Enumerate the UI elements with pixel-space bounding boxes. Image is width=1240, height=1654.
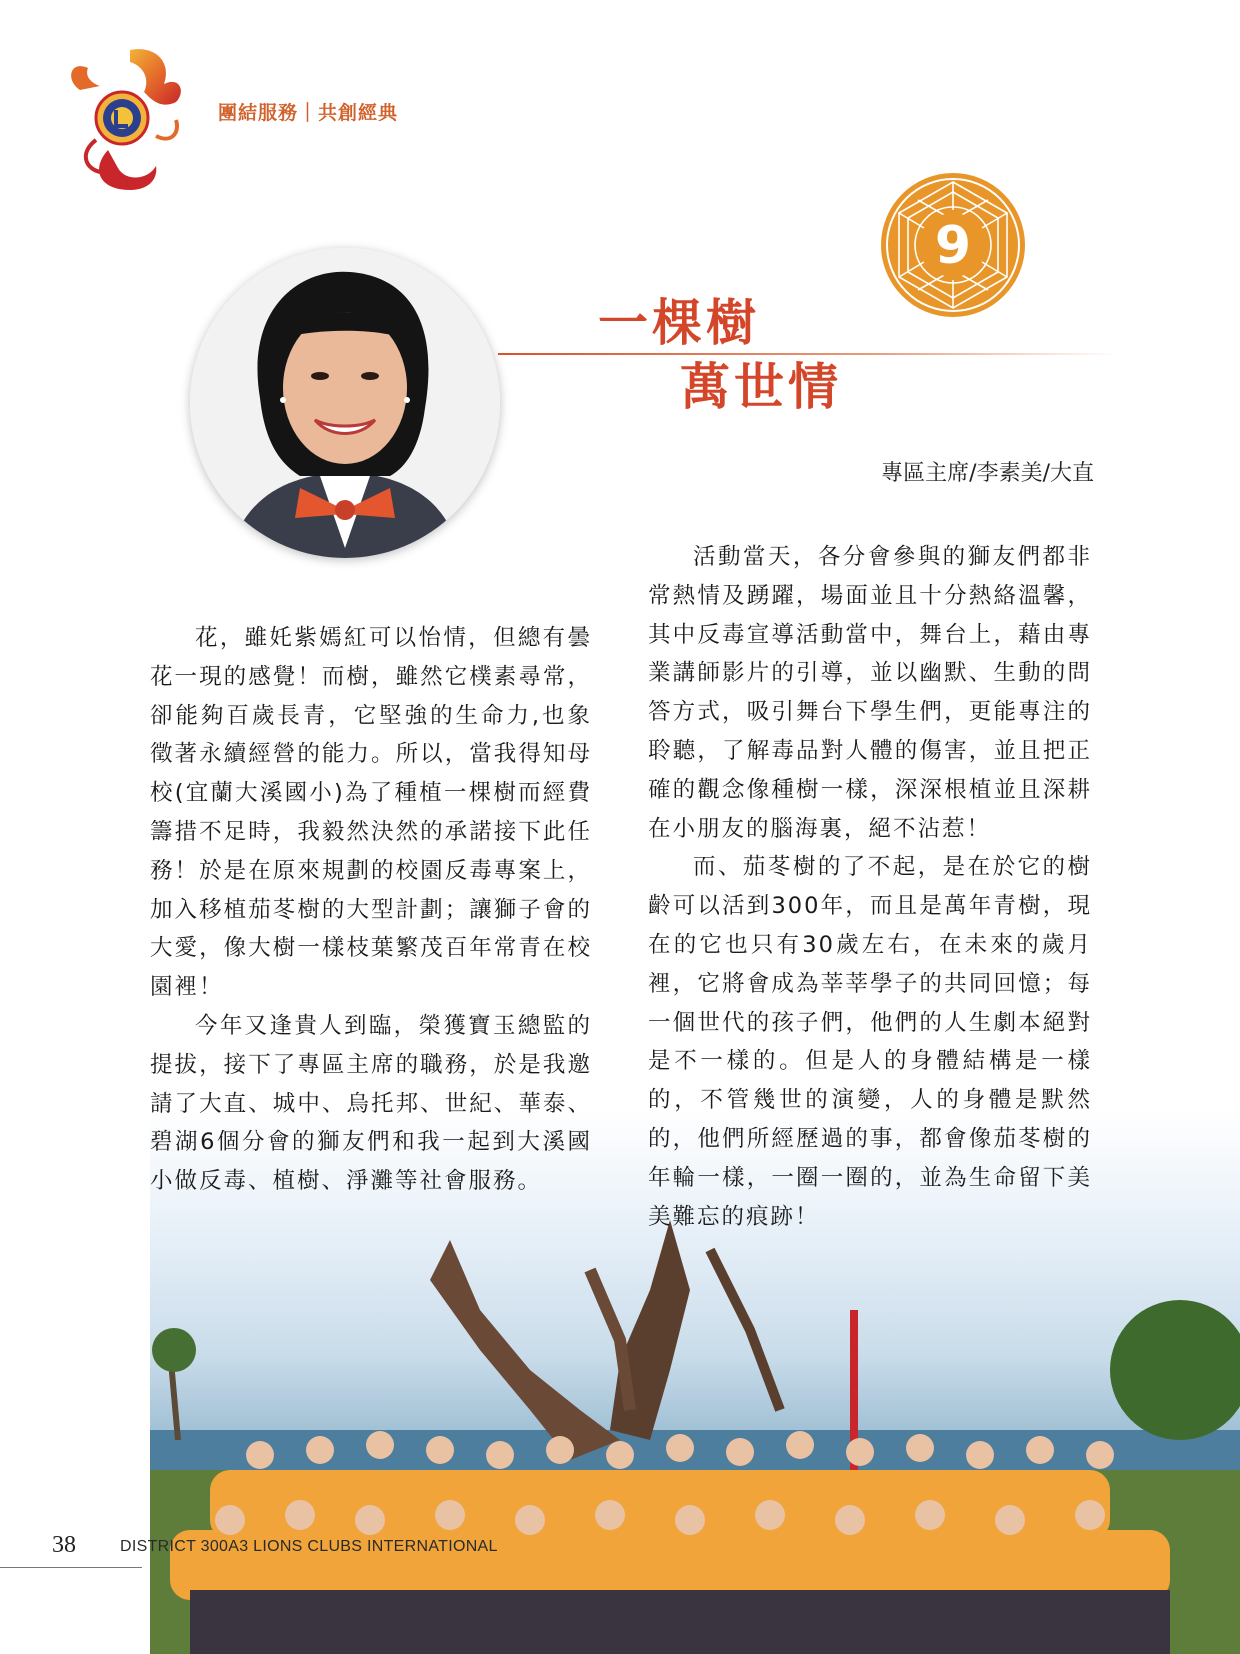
paragraph: 而、茄苳樹的了不起，是在於它的樹齡可以活到300年，而且是萬年青樹，現在的它也只有30歲左右，在未來的歲月裡，它將會成為莘莘學子的共同回憶；每一個世代的孩子們，他們的人生劇本絕對是不一樣的。但是人的身體結構是一樣的，不管幾世的演變，人的身體是默然的，他們所經歷過的事，都會像茄苳樹的年輪一樣，一圈一圈的，並為生命留下美美難忘的痕跡！: [648, 854, 1092, 1230]
author-portrait: [190, 248, 500, 558]
paragraph: 花，雖奼紫嫣紅可以怡情，但總有曇花一現的感覺！而樹，雖然它樸素尋常，卻能夠百歲長青，它堅強的生命力,也象徵著永續經營的能力。所以，當我得知母校(宜蘭大溪國小)為了種植一棵樹而經費籌措不足時，我毅然決然的承諾接下此任務！於是在原來規劃的校園反毒專案上，加入移植茄苳樹的大型計劃；讓獅子會的大愛，像大樹一樣枝葉繁茂百年常青在校園裡！: [150, 625, 592, 1001]
header-slogan: 團結服務｜共創經典: [218, 102, 399, 124]
page-number: 38: [52, 1532, 76, 1558]
lions-phoenix-logo-icon: [60, 40, 190, 200]
article-column-right: [648, 538, 1092, 1236]
badge-number: 9: [934, 216, 972, 276]
article-title-line1: 一棵樹: [598, 293, 760, 352]
article-byline: 專區主席/李素美/大直: [881, 461, 1094, 486]
article-title-line2: 萬世情: [680, 357, 842, 416]
portrait-image: [190, 248, 500, 558]
paragraph: 今年又逢貴人到臨，榮獲寶玉總監的提拔，接下了專區主席的職務，於是我邀請了大直、城中、烏托邦、世紀、華泰、碧湖6個分會的獅友們和我一起到大溪國小做反毒、植樹、淨灘等社會服務。: [150, 1012, 592, 1195]
article-column-left: [150, 619, 592, 1201]
footer-publication: DISTRICT 300A3 LIONS CLUBS INTERNATIONAL: [120, 1538, 498, 1555]
footer-rule: [0, 1567, 142, 1568]
geometric-number-badge-icon: [878, 170, 1028, 320]
paragraph: 活動當天，各分會參與的獅友們都非常熱情及踴躍，場面並且十分熱絡溫馨，其中反毒宣導活動當中，舞台上，藉由專業講師影片的引導，並以幽默、生動的問答方式，吸引舞台下學生們，更能專注的聆聽，了解毒品對人體的傷害，並且把正確的觀念像種樹一樣，深深根植並且深耕在小朋友的腦海裏，絕不沾惹！: [648, 544, 1092, 842]
title-rule: [498, 353, 1118, 355]
